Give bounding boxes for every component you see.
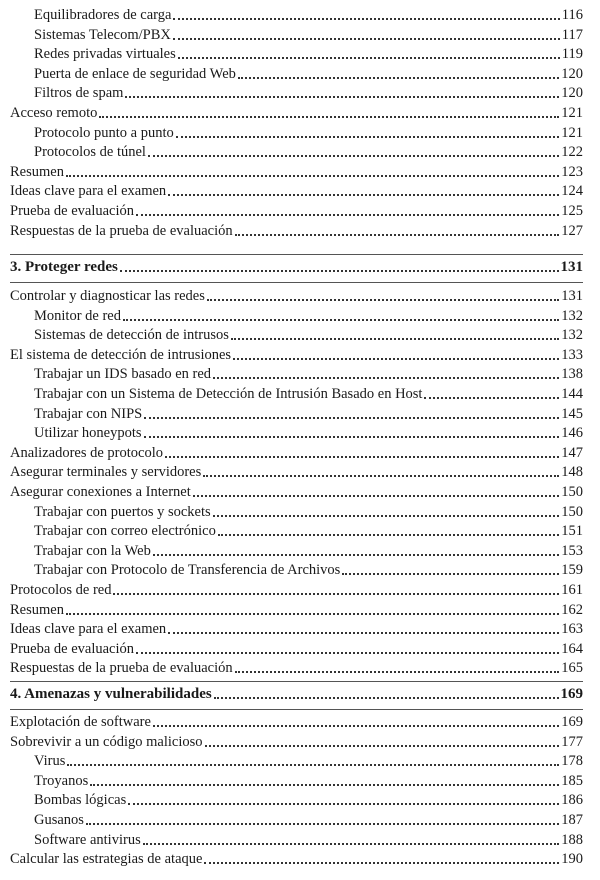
toc-entry-page: 119 bbox=[561, 46, 583, 63]
toc-entry-label: Trabajar un IDS basado en red bbox=[34, 366, 212, 383]
toc-block-ch4 bbox=[10, 711, 583, 871]
toc-entry-label: Calcular las estrategias de ataque bbox=[10, 851, 203, 868]
toc-entry-page: 144 bbox=[561, 386, 583, 402]
toc-entry[interactable] bbox=[34, 770, 583, 790]
toc-entry[interactable] bbox=[10, 711, 583, 731]
toc-entry-label: Explotación de software bbox=[10, 714, 151, 730]
dot-leader bbox=[144, 436, 560, 438]
dot-leader bbox=[148, 155, 559, 157]
toc-entry-page: 145 bbox=[561, 405, 583, 422]
toc-entry-label: Acceso remoto bbox=[10, 105, 98, 121]
toc-entry[interactable] bbox=[34, 422, 583, 442]
dot-leader bbox=[67, 764, 559, 766]
toc-entry[interactable] bbox=[10, 200, 583, 220]
toc-entry[interactable] bbox=[34, 520, 583, 540]
dot-leader bbox=[342, 573, 559, 575]
toc-entry-label: Trabajar con correo electrónico bbox=[34, 523, 216, 540]
toc-entry-page: 185 bbox=[561, 772, 583, 789]
toc-entry-label: Bombas lógicas bbox=[34, 792, 127, 809]
toc-entry-label: Sistemas de detección de intrusos bbox=[34, 327, 229, 344]
toc-entry-label: Software antivirus bbox=[34, 831, 141, 848]
toc-entry-page: 165 bbox=[561, 660, 583, 677]
toc-entry-page: 148 bbox=[561, 464, 583, 481]
chapter4-page: 169 bbox=[560, 686, 583, 702]
chapter3-title: 3. Proteger redes bbox=[10, 259, 118, 275]
dot-leader bbox=[235, 671, 560, 673]
toc-entry-page: 120 bbox=[561, 65, 583, 82]
toc-entry-page: 150 bbox=[561, 484, 583, 500]
dot-leader bbox=[178, 57, 560, 59]
dot-leader bbox=[153, 725, 559, 727]
toc-entry[interactable] bbox=[34, 43, 583, 63]
toc-entry-label: El sistema de detección de intrusiones bbox=[10, 346, 232, 363]
toc-entry-label: Equilibradores de carga bbox=[34, 7, 172, 23]
dot-leader bbox=[143, 843, 560, 845]
toc-entry-page: 123 bbox=[561, 163, 583, 180]
toc-entry[interactable] bbox=[10, 599, 583, 619]
dot-leader bbox=[123, 319, 559, 321]
toc-entry[interactable] bbox=[10, 285, 583, 305]
toc-entry-page: 190 bbox=[561, 851, 583, 868]
toc-entry[interactable] bbox=[34, 63, 583, 83]
toc-entry-label: Respuestas de la prueba de evaluación bbox=[10, 222, 233, 239]
toc-entry-page: 150 bbox=[561, 503, 583, 520]
dot-leader bbox=[66, 613, 559, 615]
toc-entry-label: Resumen bbox=[10, 601, 64, 618]
toc-entry-label: Protocolo punto a punto bbox=[34, 124, 174, 141]
toc-entry[interactable] bbox=[34, 540, 583, 560]
dot-leader bbox=[218, 534, 559, 536]
toc-entry-page: 146 bbox=[561, 425, 583, 442]
toc-entry-page: 132 bbox=[561, 327, 583, 344]
toc-entry-label: Trabajar con un Sistema de Detección de Intrusión Basado en Host bbox=[34, 386, 423, 402]
dot-leader bbox=[214, 697, 559, 699]
dot-leader bbox=[173, 18, 559, 20]
toc-entry-page: 186 bbox=[561, 792, 583, 809]
toc-entry-page: 133 bbox=[561, 346, 583, 363]
dot-leader bbox=[168, 632, 559, 634]
toc-entry[interactable] bbox=[34, 501, 583, 521]
toc-entry[interactable] bbox=[10, 657, 583, 677]
toc-entry[interactable] bbox=[10, 848, 583, 868]
toc-entry[interactable] bbox=[10, 731, 583, 751]
toc-entry-page: 151 bbox=[561, 523, 583, 540]
dot-leader bbox=[136, 652, 559, 654]
toc-entry[interactable] bbox=[34, 122, 583, 142]
toc-entry-page: 127 bbox=[561, 222, 583, 239]
toc-entry-page: 163 bbox=[561, 621, 583, 638]
toc-entry-page: 187 bbox=[561, 812, 583, 828]
toc-block-top bbox=[10, 4, 583, 244]
toc-entry-page: 177 bbox=[561, 733, 583, 750]
toc-entry-label: Respuestas de la prueba de evaluación bbox=[10, 660, 233, 677]
toc-entry-page: 120 bbox=[561, 85, 583, 102]
toc-entry-label: Protocolos de red bbox=[10, 582, 112, 598]
dot-leader bbox=[213, 515, 560, 517]
toc-entry[interactable] bbox=[10, 344, 583, 364]
toc-entry[interactable] bbox=[34, 383, 583, 403]
toc-entry-page: 178 bbox=[561, 753, 583, 770]
dot-leader bbox=[66, 175, 559, 177]
toc-entry-label: Gusanos bbox=[34, 812, 84, 828]
toc-entry[interactable] bbox=[34, 829, 583, 849]
toc-entry-label: Virus bbox=[34, 753, 66, 770]
toc-entry-label: Sobrevivir a un código malicioso bbox=[10, 733, 203, 750]
dot-leader bbox=[168, 194, 559, 196]
toc-entry-label: Trabajar con Protocolo de Transferencia de Archivos bbox=[34, 562, 341, 579]
toc-entry[interactable] bbox=[34, 24, 583, 44]
toc-entry-page: 153 bbox=[561, 542, 583, 559]
toc-entry-page: 122 bbox=[561, 144, 583, 161]
dot-leader bbox=[205, 745, 560, 747]
toc-entry-label: Analizadores de protocolo bbox=[10, 444, 164, 461]
toc-entry-label: Utilizar honeypots bbox=[34, 425, 142, 442]
dot-leader bbox=[424, 397, 559, 399]
dot-leader bbox=[235, 234, 560, 236]
toc-entry-page: 169 bbox=[561, 714, 583, 730]
chapter3-page: 131 bbox=[560, 259, 583, 275]
toc-entry-page: 147 bbox=[561, 444, 583, 461]
toc-entry[interactable] bbox=[10, 461, 583, 481]
toc-entry-page: 125 bbox=[561, 203, 583, 219]
dot-leader bbox=[233, 358, 559, 360]
toc-entry-page: 159 bbox=[561, 562, 583, 579]
toc-entry[interactable] bbox=[34, 363, 583, 383]
toc-entry-label: Prueba de evaluación bbox=[10, 640, 135, 657]
dot-leader bbox=[203, 475, 559, 477]
toc-entry[interactable] bbox=[10, 579, 583, 599]
toc-entry[interactable] bbox=[10, 442, 583, 462]
dot-leader bbox=[125, 96, 559, 98]
toc-entry-label: Trabajar con NIPS bbox=[34, 405, 143, 422]
toc-entry-page: 121 bbox=[561, 124, 583, 141]
toc-entry-page: 124 bbox=[561, 183, 583, 200]
toc-entry-label: Prueba de evaluación bbox=[10, 203, 135, 219]
toc-entry[interactable] bbox=[34, 141, 583, 161]
toc-entry-page: 131 bbox=[561, 288, 583, 304]
dot-leader bbox=[213, 377, 559, 379]
dot-leader bbox=[231, 338, 559, 340]
dot-leader bbox=[99, 116, 559, 118]
dot-leader bbox=[176, 136, 559, 138]
dot-leader bbox=[136, 214, 559, 216]
chapter3-heading-block bbox=[10, 254, 583, 278]
chapter4-title: 4. Amenazas y vulnerabilidades bbox=[10, 686, 212, 702]
toc-entry-page: 117 bbox=[561, 26, 583, 43]
toc-entry[interactable] bbox=[34, 305, 583, 325]
chapter4-rule-bottom bbox=[10, 709, 583, 710]
dot-leader bbox=[153, 554, 559, 556]
toc-entry[interactable] bbox=[10, 618, 583, 638]
toc-entry[interactable] bbox=[10, 220, 583, 240]
toc-entry[interactable] bbox=[34, 82, 583, 102]
toc-entry[interactable] bbox=[10, 161, 583, 181]
toc-entry-page: 161 bbox=[561, 582, 583, 598]
chapter3-heading[interactable] bbox=[10, 256, 583, 276]
toc-entry[interactable] bbox=[34, 789, 583, 809]
dot-leader bbox=[207, 299, 559, 301]
toc-entry-label: Ideas clave para el examen bbox=[10, 621, 167, 638]
toc-entry-label: Filtros de spam bbox=[34, 85, 124, 102]
toc-entry-label: Trabajar con la Web bbox=[34, 542, 151, 559]
toc-entry[interactable] bbox=[34, 403, 583, 423]
dot-leader bbox=[113, 593, 559, 595]
toc-entry-label: Asegurar terminales y servidores bbox=[10, 464, 202, 481]
toc-entry-label: Asegurar conexiones a Internet bbox=[10, 484, 191, 500]
dot-leader bbox=[165, 456, 559, 458]
toc-block-ch3 bbox=[10, 285, 583, 675]
toc-entry-page: 138 bbox=[561, 366, 583, 383]
toc-entry[interactable] bbox=[10, 638, 583, 658]
toc-entry-label: Trabajar con puertos y sockets bbox=[34, 503, 211, 520]
toc-entry-label: Ideas clave para el examen bbox=[10, 183, 167, 200]
toc-entry-label: Resumen bbox=[10, 163, 64, 180]
toc-entry-page: 188 bbox=[561, 831, 583, 848]
toc-entry[interactable] bbox=[34, 809, 583, 829]
toc-entry[interactable] bbox=[34, 750, 583, 770]
toc-entry-label: Sistemas Telecom/PBX bbox=[34, 26, 171, 43]
dot-leader bbox=[193, 495, 559, 497]
dot-leader bbox=[238, 77, 559, 79]
toc-entry-label: Troyanos bbox=[34, 772, 89, 789]
toc-entry-page: 116 bbox=[561, 7, 583, 23]
dot-leader bbox=[90, 784, 559, 786]
toc-entry-label: Puerta de enlace de seguridad Web bbox=[34, 65, 236, 82]
toc-entry[interactable] bbox=[10, 102, 583, 122]
dot-leader bbox=[173, 38, 560, 40]
toc-entry[interactable] bbox=[10, 180, 583, 200]
toc-entry-page: 121 bbox=[561, 105, 583, 121]
dot-leader bbox=[144, 417, 559, 419]
dot-leader bbox=[204, 862, 559, 864]
toc-entry-page: 164 bbox=[561, 640, 583, 657]
toc-entry-page: 132 bbox=[561, 307, 583, 324]
chapter4-heading-block bbox=[10, 681, 583, 705]
toc-entry-label: Monitor de red bbox=[34, 307, 121, 324]
toc-entry[interactable] bbox=[34, 559, 583, 579]
toc-entry[interactable] bbox=[34, 4, 583, 24]
chapter3-rule-bottom bbox=[10, 282, 583, 283]
toc-entry[interactable] bbox=[10, 481, 583, 501]
dot-leader bbox=[128, 803, 559, 805]
toc-entry[interactable] bbox=[34, 324, 583, 344]
chapter4-heading[interactable] bbox=[10, 683, 583, 703]
toc-entry-label: Controlar y diagnosticar las redes bbox=[10, 288, 205, 304]
dot-leader bbox=[86, 823, 559, 825]
dot-leader bbox=[120, 270, 559, 272]
toc-entry-label: Redes privadas virtuales bbox=[34, 46, 176, 63]
toc-entry-label: Protocolos de túnel bbox=[34, 144, 146, 161]
toc-entry-page: 162 bbox=[561, 601, 583, 618]
